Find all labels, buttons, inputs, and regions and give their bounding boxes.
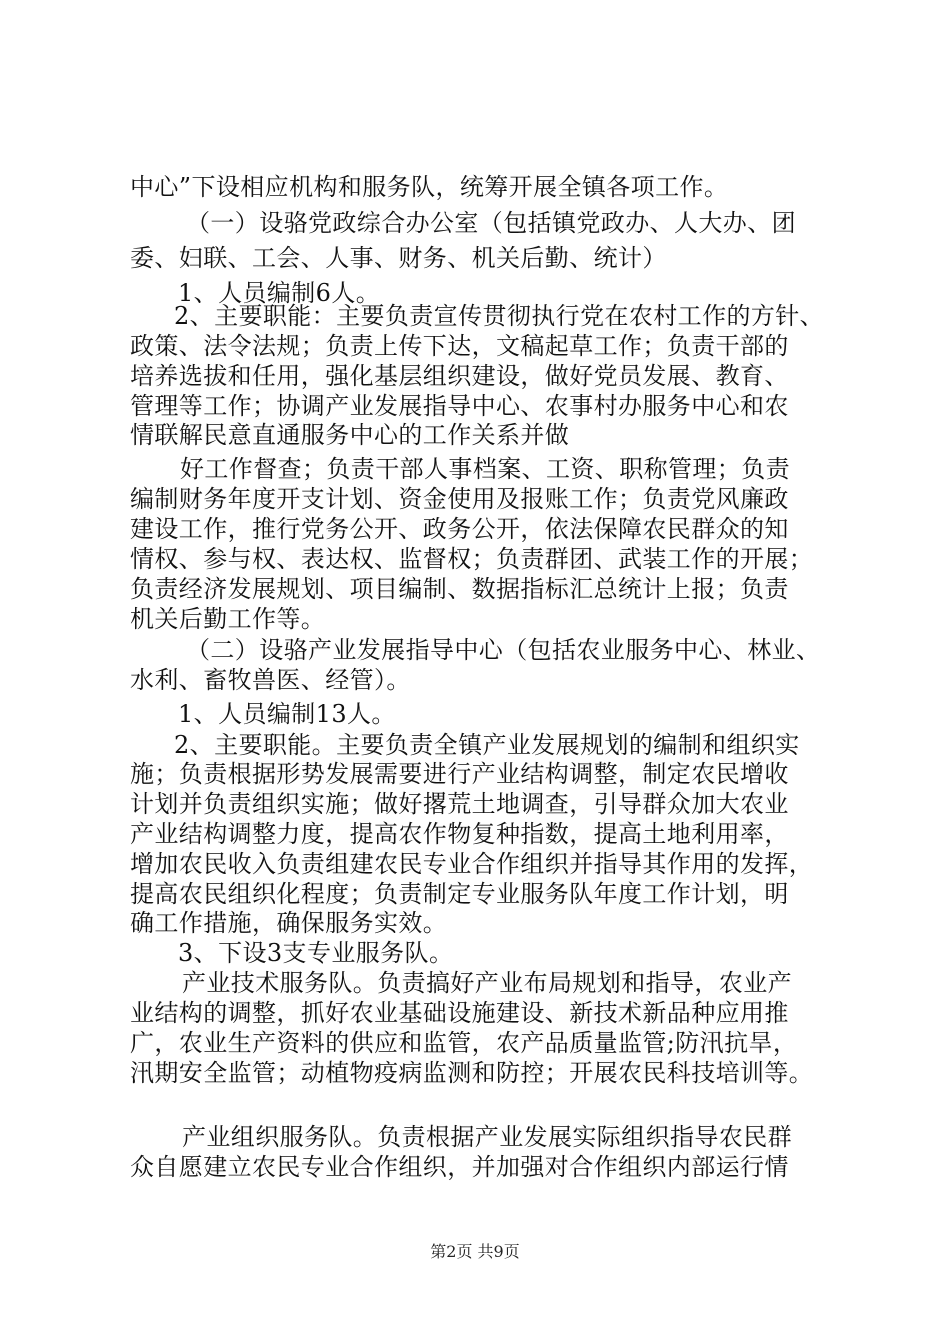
text-line: 产业结构调整力度，提高农作物复种指数，提高土地利用率， <box>130 820 789 848</box>
text-line: 情联解民意直通服务中心的工作关系并做 <box>130 421 570 449</box>
text-line: 培养选拔和任用，强化基层组织建设，做好党员发展、教育、 <box>130 362 789 390</box>
text-line: 确工作措施，确保服务实效。 <box>130 909 448 937</box>
text-line: 提高农民组织化程度；负责制定专业服务队年度工作计划，明 <box>130 880 789 908</box>
text-line: 委、妇联、工会、人事、财务、机关后勤、统计） <box>130 244 667 272</box>
page-number: 第2页 共9页 <box>430 1242 520 1261</box>
text-line: 政策、法令法规；负责上传下达，文稿起草工作；负责干部的 <box>130 332 789 360</box>
text-line: 机关后勤工作等。 <box>130 605 326 633</box>
text-line: 管理等工作；协调产业发展指导中心、农事村办服务中心和农 <box>130 392 789 420</box>
text-line: 好工作督查；负责干部人事档案、工资、职称管理；负责 <box>180 455 790 483</box>
text-line: 1、人员编制13人。 <box>178 700 396 728</box>
text-line: 2、主要职能：主要负责宣传贯彻执行党在农村工作的方针、 <box>174 302 825 330</box>
text-line: 众自愿建立农民专业合作组织，并加强对合作组织内部运行情 <box>130 1153 789 1181</box>
text-line: 中心”下设相应机构和服务队，统筹开展全镇各项工作。 <box>130 173 729 201</box>
text-line: 施；负责根据形势发展需要进行产业结构调整，制定农民增收 <box>130 760 789 788</box>
text-line: 2、主要职能。主要负责全镇产业发展规划的编制和组织实 <box>174 731 800 759</box>
text-line: 广，农业生产资料的供应和监管，农产品质量监管;防汛抗旱， <box>130 1029 798 1057</box>
text-line: 产业组织服务队。负责根据产业发展实际组织指导农民群 <box>182 1123 792 1151</box>
text-line: 负责经济发展规划、项目编制、数据指标汇总统计上报；负责 <box>130 575 789 603</box>
text-line: 建设工作，推行党务公开、政务公开，依法保障农民群众的知 <box>130 515 789 543</box>
text-line: 计划并负责组织实施；做好撂荒土地调查，引导群众加大农业 <box>130 790 789 818</box>
text-line: 情权、参与权、表达权、监督权；负责群团、武装工作的开展； <box>130 545 814 573</box>
text-line: 业结构的调整，抓好农业基础设施建设、新技术新品种应用推 <box>130 999 789 1027</box>
text-line: 3、下设3支专业服务队。 <box>178 939 454 967</box>
text-line: 1、人员编制6人。 <box>178 279 381 307</box>
text-line: 水利、畜牧兽医、经管）。 <box>130 666 411 694</box>
text-line: （一）设骆党政综合办公室（包括镇党政办、人大办、团 <box>186 209 796 237</box>
text-line: （二）设骆产业发展指导中心（包括农业服务中心、林业、 <box>186 636 821 664</box>
text-line: 汛期安全监管；动植物疫病监测和防控；开展农民科技培训等。 <box>130 1059 814 1087</box>
text-line: 产业技术服务队。负责搞好产业布局规划和指导，农业产 <box>182 969 792 997</box>
text-line: 编制财务年度开支计划、资金使用及报账工作；负责党风廉政 <box>130 485 789 513</box>
text-line: 增加农民收入负责组建农民专业合作组织并指导其作用的发挥， <box>130 850 814 878</box>
